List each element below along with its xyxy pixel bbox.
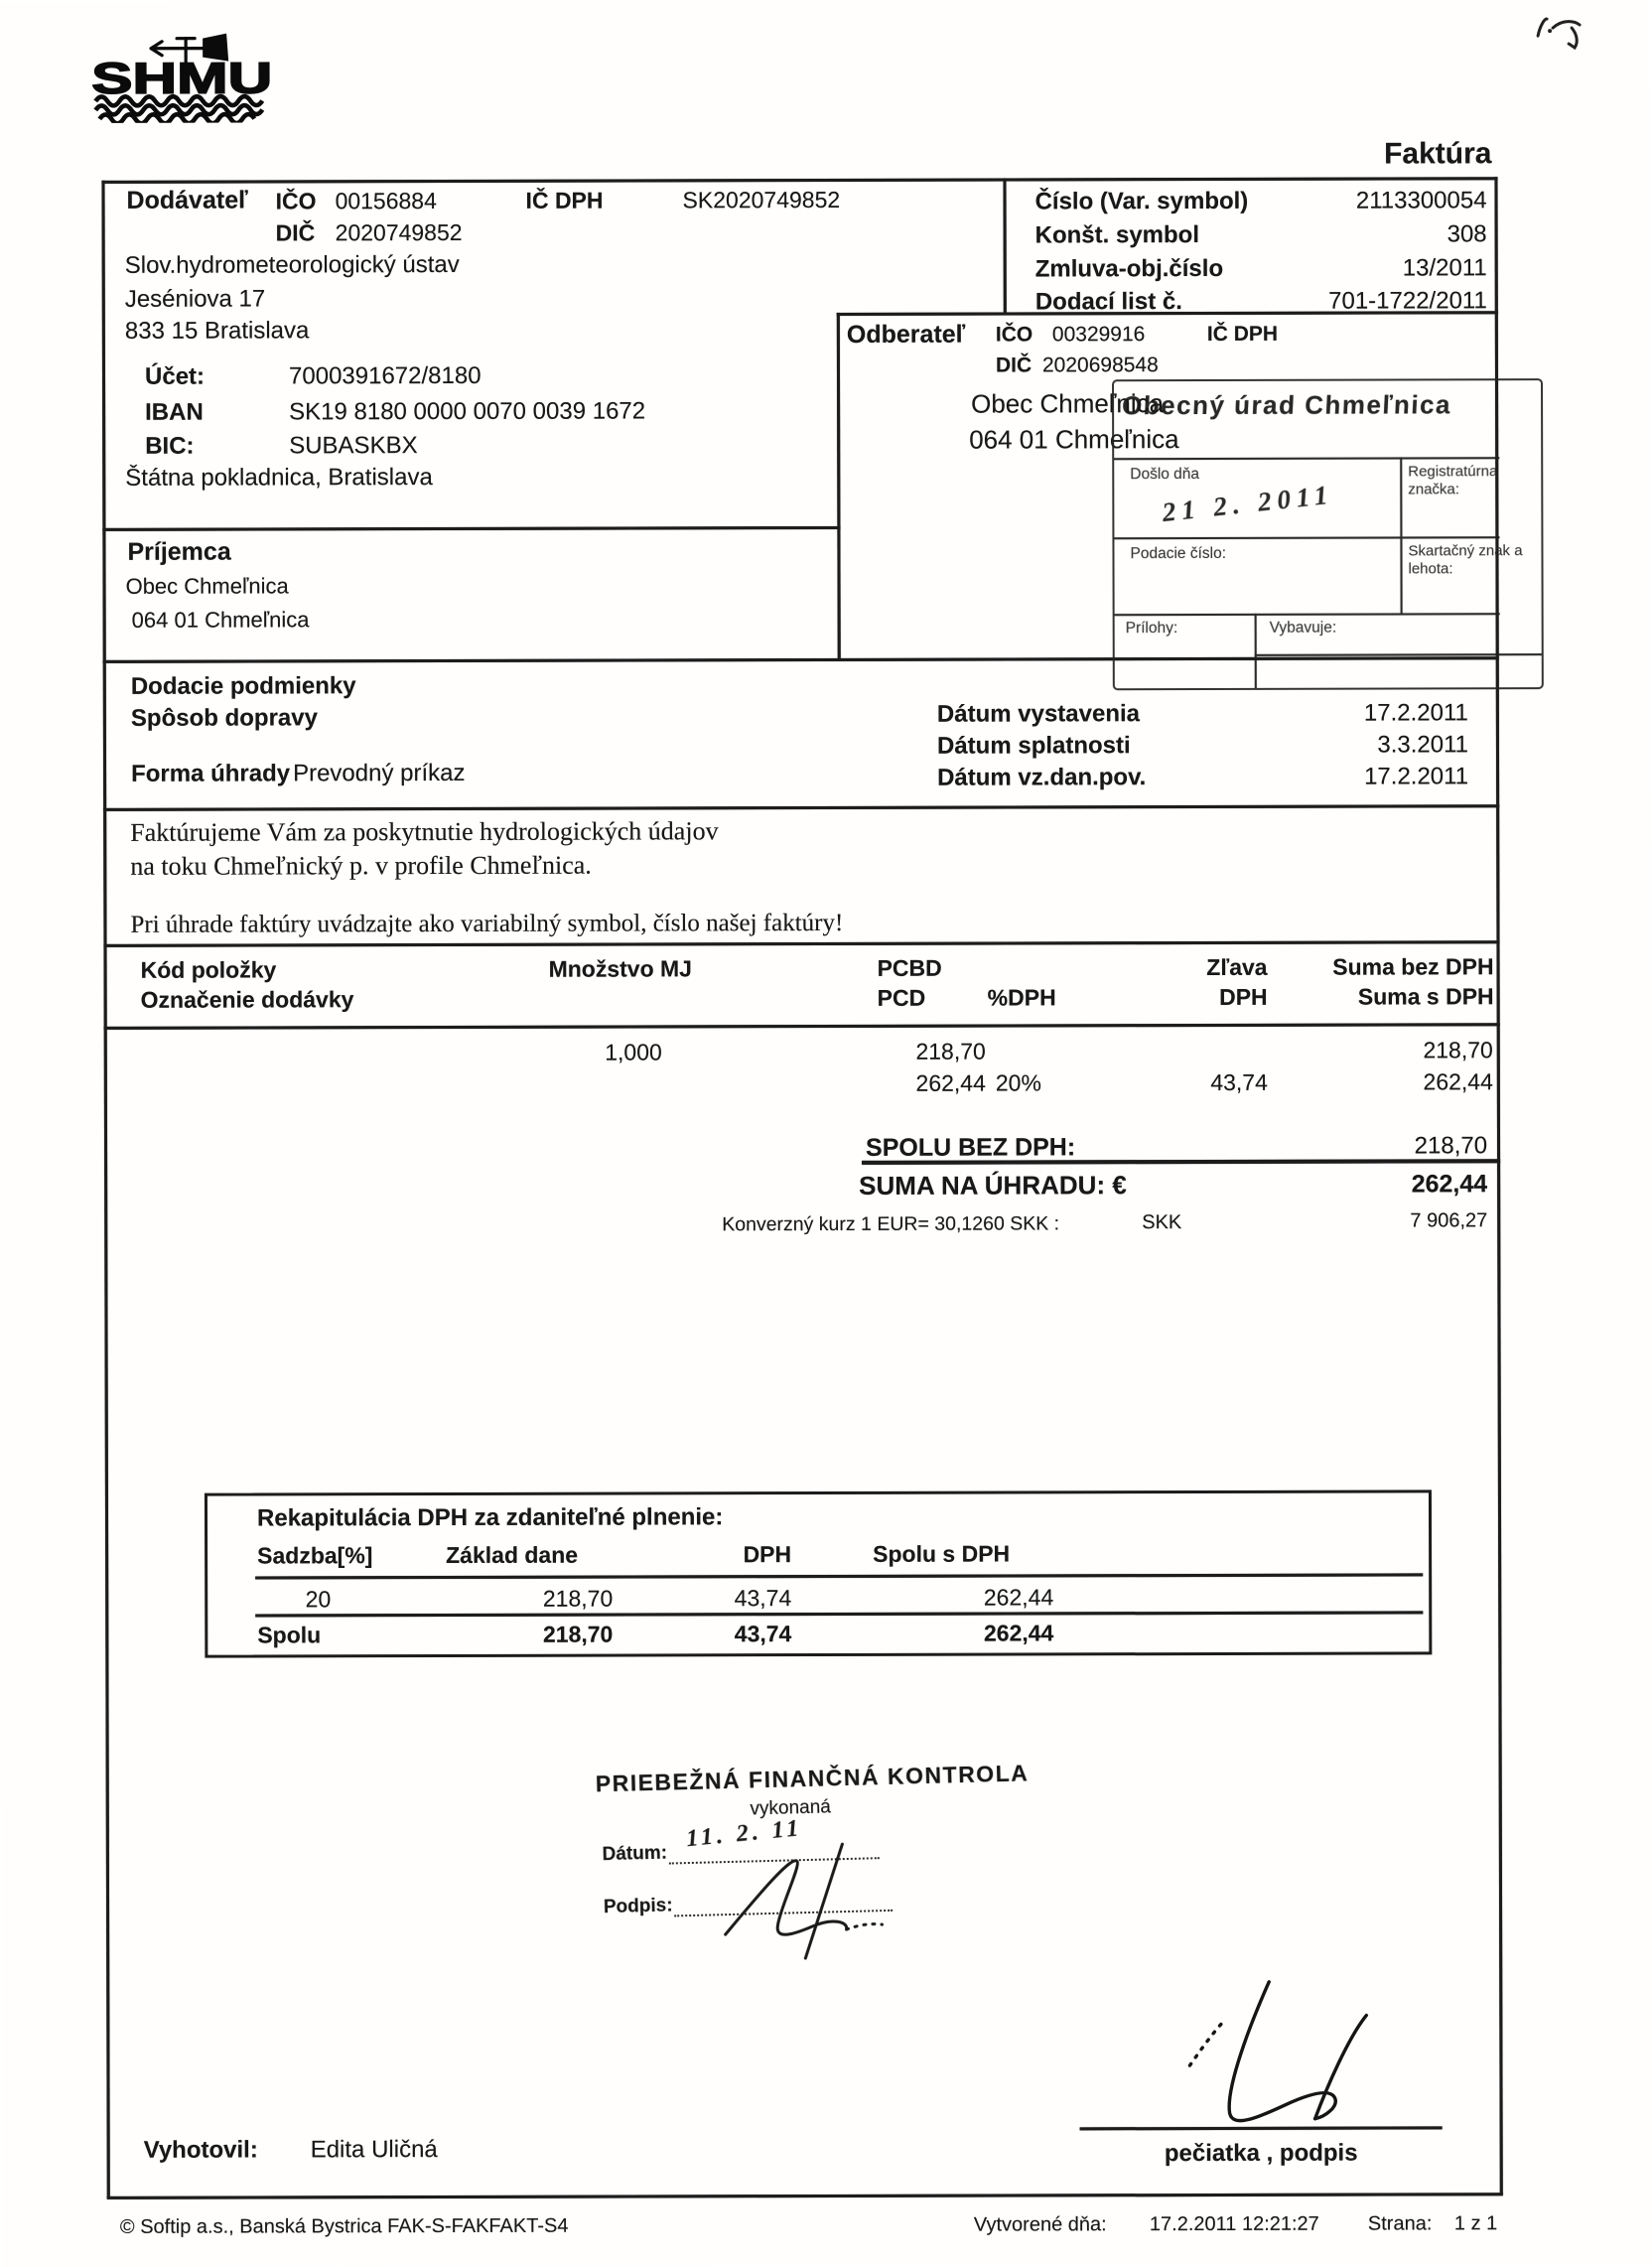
recipient-city: 064 01 Chmeľnica (131, 607, 310, 633)
col-dph-header: DPH (1219, 983, 1268, 1010)
issue-date-label: Dátum vystavenia (936, 700, 1141, 728)
vat-row-dph: 43,74 (734, 1585, 792, 1612)
customer-city: 064 01 Chmeľnica (969, 424, 1179, 455)
stamp-line-2 (1114, 536, 1499, 539)
control-signature-label: Podpis: (603, 1895, 673, 1918)
prepared-by-label: Vyhotovil: (143, 2136, 258, 2164)
col-desc-header: Označenie dodávky (140, 986, 354, 1013)
bic-label: BIC: (145, 432, 195, 460)
total-net-value: 218,70 (1414, 1132, 1488, 1160)
delivery-terms-label: Dodacie podmienky (130, 672, 356, 700)
item-vat-pct: 20% (995, 1069, 1041, 1096)
supplier-bank: Štátna pokladnica, Bratislava (125, 464, 433, 492)
vat-total-base: 218,70 (542, 1621, 614, 1647)
stamp-signature-line (1080, 2126, 1443, 2130)
stamp-skartacny-label: Skartačný znak a lehota: (1408, 542, 1523, 578)
customer-icdph-label: IČ DPH (1206, 322, 1279, 346)
meta-contract-label: Zmluva-obj.číslo (1034, 254, 1224, 283)
footer-copyright: © Softip a.s., Banská Bystrica FAK-S-FAKFAKT-S4 (119, 2214, 569, 2238)
prepared-by-value: Edita Uličná (310, 2136, 438, 2164)
account-label: Účet: (144, 362, 206, 390)
invoice-text-line2: na toku Chmeľnický p. v profile Chmeľnica. (130, 850, 592, 881)
col-pcbd-header: PCBD (877, 954, 942, 981)
divider-terms-body (103, 804, 1499, 811)
meta-delivery-note-label: Dodací list č. (1034, 288, 1182, 316)
item-gross: 262,44 (1423, 1068, 1493, 1095)
supplier-dic-value: 2020749852 (335, 218, 463, 246)
col-pcd-header: PCD (877, 984, 926, 1011)
item-dph: 43,74 (1210, 1068, 1268, 1095)
customer-box-left (837, 313, 841, 660)
stamp-doslo-handwritten-date: 21 2. 2011 (1161, 479, 1335, 528)
stamp-doslo-label: Došlo dňa (1130, 466, 1200, 484)
supplier-city: 833 15 Bratislava (124, 317, 310, 345)
supplier-ico-value: 00156884 (335, 188, 437, 214)
issue-date-value: 17.2.2011 (1363, 699, 1468, 727)
control-date-label: Dátum: (602, 1842, 668, 1866)
supplier-street: Jeséniova 17 (124, 285, 266, 313)
recipient-box-top (102, 526, 840, 531)
col-code-header: Kód položky (140, 956, 277, 983)
supplier-ico-label: IČO (275, 188, 317, 214)
divider-supplier-meta (1003, 179, 1006, 315)
supplier-label: Dodávateľ (126, 186, 248, 214)
meta-const-value: 308 (1446, 220, 1487, 248)
meta-const-label: Konšt. symbol (1034, 221, 1200, 249)
bic-value: SUBASKBX (289, 432, 418, 460)
logo-waves (95, 96, 262, 123)
control-date-handwritten: 11. 2. 11 (685, 1815, 804, 1853)
footer-page-label: Strana: (1367, 2212, 1433, 2235)
received-stamp-title: Obecný úrad Chmeľnica (1121, 389, 1452, 421)
col-qty-header: Množstvo MJ (548, 955, 692, 982)
vat-row-base: 218,70 (542, 1585, 614, 1612)
vat-summary-title: Rekapitulácia DPH za zdaniteľné plnenie: (256, 1503, 724, 1532)
footer-page-value: 1 z 1 (1453, 2212, 1498, 2235)
footer-created-value: 17.2.2011 12:21:27 (1149, 2212, 1319, 2236)
iban-label: IBAN (145, 398, 204, 426)
payment-label: Forma úhrady (131, 760, 291, 787)
vat-col-gross: Spolu s DPH (873, 1540, 1011, 1567)
meta-number-value: 2113300054 (1355, 187, 1487, 214)
customer-name: Obec Chmeľnica (971, 388, 1165, 419)
col-vat-header: %DPH (987, 984, 1056, 1011)
stamp-line-4 (1255, 653, 1542, 656)
control-stamp-title: PRIEBEŽNÁ FINANČNÁ KONTROLA (595, 1760, 1030, 1797)
divider-body-table (104, 940, 1500, 947)
border-bottom (107, 2193, 1503, 2199)
footer-created-label: Vytvorené dňa: (973, 2213, 1107, 2236)
stamp-prilohy-label: Prílohy: (1125, 620, 1178, 638)
amount-due-value: 262,44 (1411, 1170, 1488, 1199)
approver-signature (1173, 1970, 1392, 2125)
item-pcd: 262,44 (915, 1069, 986, 1096)
shmu-logo (89, 33, 292, 123)
conversion-rate-value: 7 906,27 (1410, 1209, 1488, 1232)
invoice-text-line1: Faktúrujeme Vám za poskytnutie hydrologických údajov (130, 816, 719, 847)
table-header-underline (104, 1023, 1500, 1030)
account-value: 7000391672/8180 (288, 361, 482, 390)
conversion-rate-label: Konverzný kurz 1 EUR= 30,1260 SKK : (722, 1212, 1060, 1236)
col-discount-header: Zľava (1206, 953, 1268, 980)
vat-total-label: Spolu (257, 1622, 322, 1648)
vat-col-rate: Sadzba[%] (257, 1542, 373, 1569)
recipient-name: Obec Chmeľnica (125, 573, 289, 599)
vat-total-gross: 262,44 (983, 1620, 1054, 1646)
meta-contract-value: 13/2011 (1402, 254, 1487, 282)
supplier-icdph-label: IČ DPH (525, 187, 604, 213)
financial-control-stamp (595, 1760, 1030, 1970)
transport-label: Spôsob dopravy (130, 704, 318, 732)
variable-symbol-note: Pri úhrade faktúry uvádzajte ako variabilný symbol, číslo našej faktúry! (130, 909, 844, 938)
customer-ico-label: IČO (995, 323, 1033, 347)
stamp-vline-2 (1255, 614, 1257, 688)
customer-label: Odberateľ (846, 320, 966, 349)
vat-col-dph: DPH (743, 1541, 792, 1568)
border-top (101, 177, 1497, 184)
page-title: Faktúra (1384, 137, 1492, 171)
vat-total-dph: 43,74 (734, 1621, 792, 1647)
recipient-label: Príjemca (127, 537, 231, 566)
meta-number-label: Číslo (Var. symbol) (1034, 187, 1249, 215)
stamp-podacie-label: Podacie číslo: (1130, 544, 1226, 563)
stamp-line-3 (1115, 613, 1500, 616)
supplier-icdph-value: SK2020749852 (682, 186, 841, 213)
stamp-signature-label: pečiatka , podpis (1164, 2139, 1358, 2168)
stamp-vline-1 (1400, 457, 1402, 613)
tax-date-value: 17.2.2011 (1364, 763, 1469, 790)
stamp-registratura-label: Registratúrna značka: (1408, 463, 1498, 498)
item-pcbd: 218,70 (915, 1038, 986, 1064)
customer-ico-value: 00329916 (1051, 323, 1146, 347)
received-stamp (1112, 378, 1544, 690)
total-net-label: SPOLU BEZ DPH: (866, 1133, 1076, 1162)
payment-value: Prevodný príkaz (293, 759, 466, 787)
due-date-label: Dátum splatnosti (936, 732, 1131, 760)
due-date-value: 3.3.2011 (1377, 731, 1469, 759)
col-gross-header: Suma s DPH (1357, 983, 1494, 1010)
control-signature (711, 1835, 902, 1964)
conversion-rate-currency: SKK (1142, 1211, 1182, 1234)
amount-due-label: SUMA NA ÚHRADU: € (859, 1170, 1127, 1201)
vat-row-rate: 20 (305, 1586, 332, 1613)
handwritten-corner-mark (1526, 4, 1595, 62)
customer-dic-value: 2020698548 (1041, 354, 1159, 377)
logo-text: SHMU (91, 54, 220, 103)
stamp-vybavuje-label: Vybavuje: (1269, 619, 1337, 637)
iban-value: SK19 8180 0000 0070 0039 1672 (289, 397, 646, 426)
tax-date-label: Dátum vz.dan.pov. (937, 764, 1147, 791)
col-net-header: Suma bez DPH (1332, 953, 1494, 980)
border-left (101, 181, 109, 2198)
supplier-name: Slov.hydrometeorologický ústav (124, 250, 460, 279)
control-stamp-subtitle: vykonaná (750, 1796, 832, 1820)
vat-col-base: Základ dane (446, 1541, 579, 1569)
customer-dic-label: DIČ (995, 354, 1032, 377)
stamp-line-1 (1114, 457, 1499, 460)
meta-delivery-note-value: 701-1722/2011 (1328, 287, 1487, 315)
supplier-dic-label: DIČ (275, 219, 316, 246)
item-qty: 1,000 (605, 1039, 662, 1065)
vat-row-gross: 262,44 (983, 1584, 1054, 1611)
item-net: 218,70 (1423, 1037, 1493, 1063)
